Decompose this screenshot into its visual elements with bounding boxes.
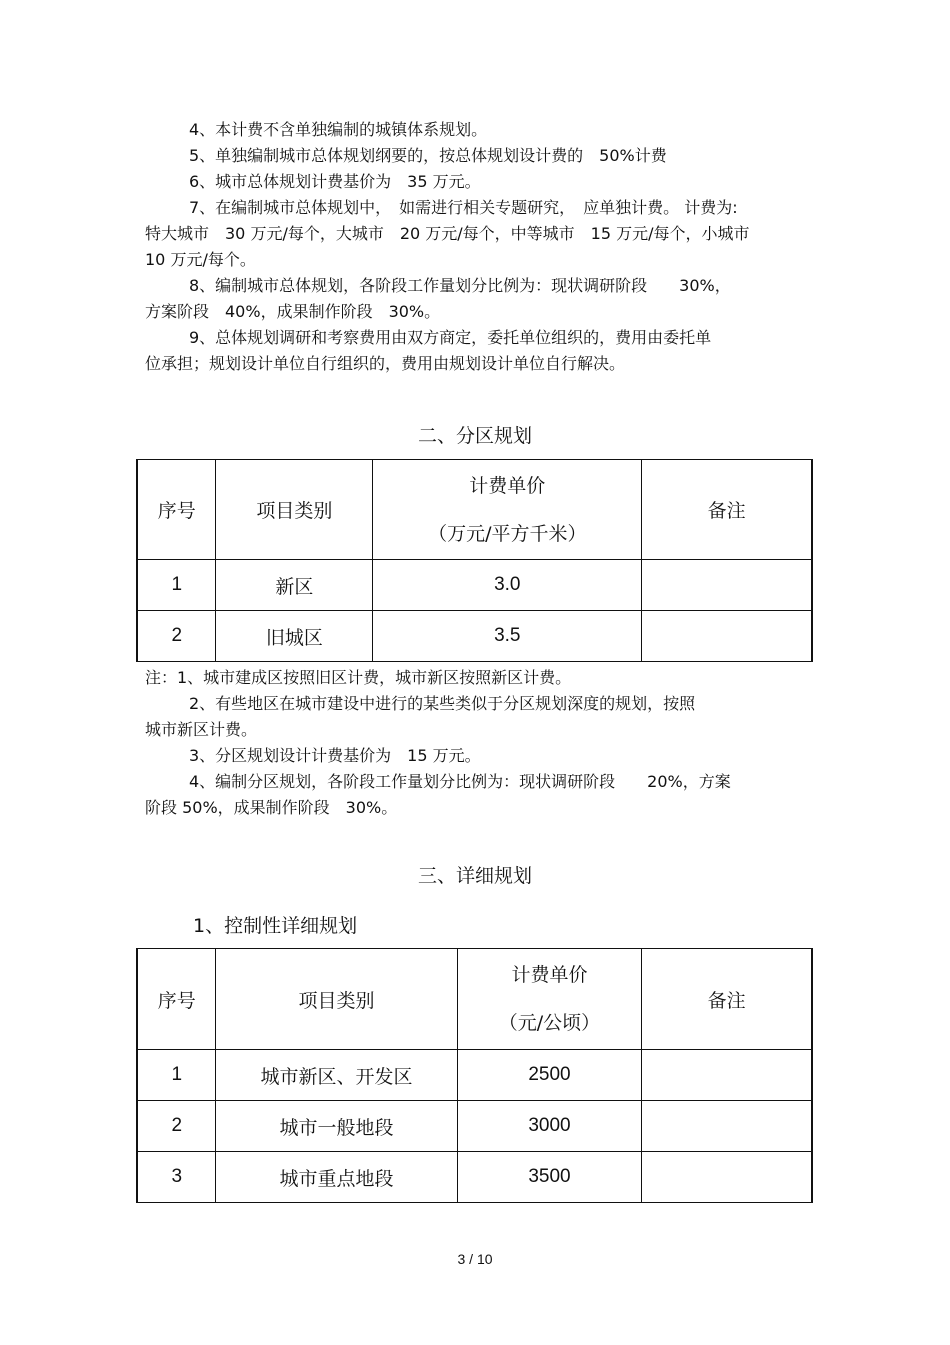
note-line: 4、本计费不含单独编制的城镇体系规划。 xyxy=(189,120,488,139)
note-line: 6、城市总体规划计费基价为 35 万元。 xyxy=(189,172,481,191)
unit-price-unit: （元/公顷） xyxy=(498,1012,601,1034)
cell-remark xyxy=(642,611,812,662)
note-line: 4、编制分区规划，各阶段工作量划分比例为：现状调研阶段 20%，方案 xyxy=(189,772,731,791)
note-line: 位承担；规划设计单位自行组织的，费用由规划设计单位自行解决。 xyxy=(145,354,626,373)
note-line: 注：1、城市建成区按照旧区计费，城市新区按照新区计费。 xyxy=(145,668,572,687)
header-seq: 序号 xyxy=(137,949,216,1050)
district-plan-notes xyxy=(145,665,805,821)
header-category: 项目类别 xyxy=(216,949,457,1050)
cell-remark xyxy=(642,1152,812,1203)
cell-seq: 2 xyxy=(137,611,216,662)
note-line: 5、单独编制城市总体规划纲要的，按总体规划设计费的 50%计费 xyxy=(189,146,667,165)
header-unit-price xyxy=(457,949,642,1050)
cell-price: 3.5 xyxy=(373,611,642,662)
table-row xyxy=(137,560,812,611)
cell-seq: 1 xyxy=(137,560,216,611)
note-line: 3、分区规划设计计费基价为 15 万元。 xyxy=(189,746,481,765)
note-line: 2、有些地区在城市建设中进行的某些类似于分区规划深度的规划，按照 xyxy=(189,694,696,713)
section-title-district-plan: 二、分区规划 xyxy=(417,425,532,447)
unit-price-unit: （万元/平方千米） xyxy=(428,522,587,545)
table-header-row xyxy=(137,949,812,1050)
header-unit-price xyxy=(373,460,642,560)
note-line: 方案阶段 40%，成果制作阶段 30%。 xyxy=(145,302,441,321)
subsection-title-regulatory-plan: 1、控制性详细规划 xyxy=(193,915,358,937)
note-line: 7、在编制城市总体规划中， 如需进行相关专题研究， 应单独计费。 计费为: xyxy=(189,198,738,217)
cell-price: 2500 xyxy=(457,1050,642,1101)
note-line: 10 万元/每个。 xyxy=(145,250,256,269)
note-line: 8、编制城市总体规划，各阶段工作量划分比例为：现状调研阶段 30%， xyxy=(189,276,731,295)
cell-remark xyxy=(642,1101,812,1152)
table-row xyxy=(137,1152,812,1203)
table-header-row xyxy=(137,460,812,560)
table-row xyxy=(137,1101,812,1152)
cell-category: 旧城区 xyxy=(216,611,373,662)
table-row xyxy=(137,611,812,662)
cell-category: 城市重点地段 xyxy=(216,1152,457,1203)
note-line: 9、总体规划调研和考察费用由双方商定，委托单位组织的，费用由委托单 xyxy=(189,328,712,347)
cell-price: 3500 xyxy=(457,1152,642,1203)
unit-price-label: 计费单价 xyxy=(511,964,588,986)
header-remark: 备注 xyxy=(642,460,812,560)
cell-price: 3.0 xyxy=(373,560,642,611)
cell-category: 城市新区、开发区 xyxy=(216,1050,457,1101)
cell-price: 3000 xyxy=(457,1101,642,1152)
general-plan-notes xyxy=(145,117,805,377)
section-title-detailed-plan: 三、详细规划 xyxy=(417,865,532,887)
note-line: 阶段 50%，成果制作阶段 30%。 xyxy=(145,798,398,817)
cell-remark xyxy=(642,560,812,611)
header-seq: 序号 xyxy=(137,460,216,560)
table-row xyxy=(137,1050,812,1101)
unit-price-label: 计费单价 xyxy=(469,474,546,497)
cell-category: 新区 xyxy=(216,560,373,611)
cell-category: 城市一般地段 xyxy=(216,1101,457,1152)
regulatory-plan-fee-table xyxy=(136,948,813,1203)
cell-seq: 3 xyxy=(137,1152,216,1203)
page-number: 3 / 10 xyxy=(457,1251,493,1267)
header-remark: 备注 xyxy=(642,949,812,1050)
district-plan-fee-table xyxy=(136,459,813,662)
cell-seq: 1 xyxy=(137,1050,216,1101)
note-line: 特大城市 30 万元/每个，大城市 20 万元/每个，中等城市 15 万元/每个，小城市 xyxy=(145,224,750,243)
cell-remark xyxy=(642,1050,812,1101)
header-category: 项目类别 xyxy=(216,460,373,560)
note-line: 城市新区计费。 xyxy=(145,720,258,739)
cell-seq: 2 xyxy=(137,1101,216,1152)
